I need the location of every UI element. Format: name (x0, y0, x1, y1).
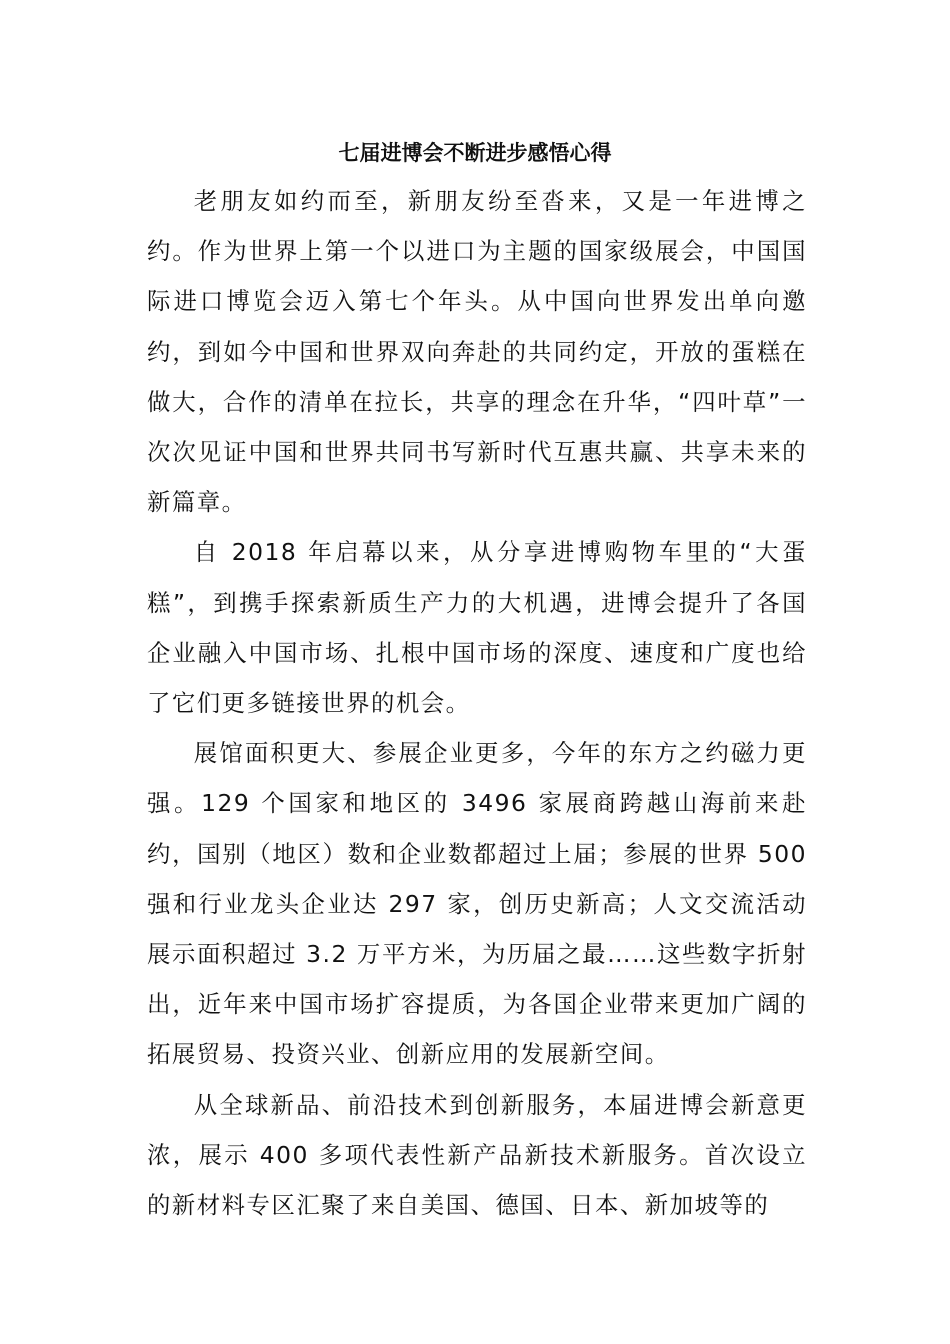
paragraph: 老朋友如约而至，新朋友纷至沓来，又是一年进博之约。作为世界上第一个以进口为主题的国家级展会，中国国际进口博览会迈入第七个年头。从中国向世界发出单向邀约，到如今中国和世界双向奔赴的共同约定，开放的蛋糕在做大，合作的清单在拉长，共享的理念在升华，“四叶草”一次次见证中国和世界共同书写新时代互惠共赢、共享未来的新篇章。 (147, 187, 807, 517)
document-title: 七届进博会不断进步感悟心得 (338, 141, 612, 165)
paragraph: 从全球新品、前沿技术到创新服务，本届进博会新意更浓，展示 400 多项代表性新产品新技术新服务。首次设立的新材料专区汇聚了来自美国、德国、日本、新加坡等的 (147, 1090, 807, 1220)
document-body (147, 176, 807, 1230)
paragraph: 展馆面积更大、参展企业更多，今年的东方之约磁力更强。129 个国家和地区的 3496 家展商跨越山海前来赴约，国别（地区）数和企业数都超过上届；参展的世界 500 强和行业龙头企业达 297 家，创历史新高；人文交流活动展示面积超过 3.2 万平方米，为历届之最……这些数字折射出，近年来中国市场扩容提质，为各国企业带来更加广阔的拓展贸易、投资兴业、创新应用的发展新空间。 (147, 739, 807, 1069)
paragraph: 自 2018 年启幕以来，从分享进博购物车里的“大蛋糕”，到携手探索新质生产力的大机遇，进博会提升了各国企业融入中国市场、扎根中国市场的深度、速度和广度也给了它们更多链接世界的机会。 (147, 538, 807, 718)
